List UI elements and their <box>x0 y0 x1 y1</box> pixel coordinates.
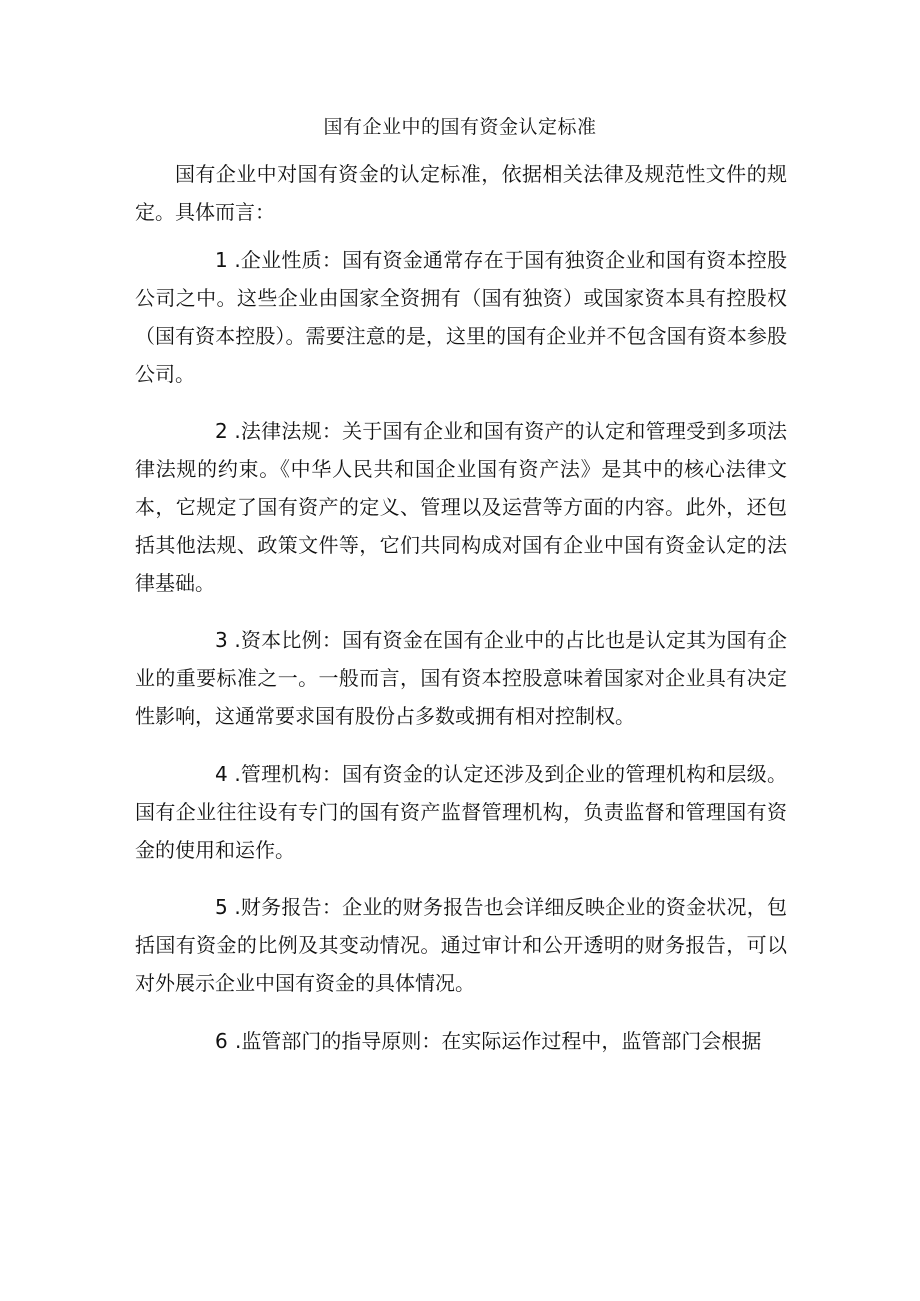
list-item-2 <box>135 412 787 602</box>
document-body <box>135 155 787 1060</box>
list-item-6 <box>135 1022 787 1060</box>
item-number: 5 <box>215 895 228 919</box>
intro-paragraph: 国有企业中对国有资金的认定标准，依据相关法律及规范性文件的规定。具体而言： <box>135 162 787 224</box>
item-text: .企业性质：国有资金通常存在于国有独资企业和国有资本控股公司之中。这些企业由国家全资拥有（国有独资）或国家资本具有控股权（国有资本控股）。需要注意的是，这里的国有企业并不包含国有资本参股公司。 <box>135 248 787 386</box>
item-text: .资本比例：国有资金在国有企业中的占比也是认定其为国有企业的重要标准之一。一般而言，国有资本控股意味着国家对企业具有决定性影响，这通常要求国有股份占多数或拥有相对控制权。 <box>135 628 787 728</box>
list-item-4 <box>135 755 787 869</box>
item-text: .管理机构：国有资金的认定还涉及到企业的管理机构和层级。国有企业往往设有专门的国有资产监督管理机构，负责监督和管理国有资金的使用和运作。 <box>135 762 787 862</box>
item-number: 2 <box>215 419 228 443</box>
list-item-1 <box>135 241 787 393</box>
item-text: .监管部门的指导原则：在实际运作过程中，监管部门会根据 <box>235 1029 762 1053</box>
item-number: 4 <box>215 762 228 786</box>
list-item-3 <box>135 621 787 735</box>
item-text: .财务报告：企业的财务报告也会详细反映企业的资金状况，包括国有资金的比例及其变动情况。通过审计和公开透明的财务报告，可以对外展示企业中国有资金的具体情况。 <box>135 895 787 995</box>
document-title: 国有企业中的国有资金认定标准 <box>323 116 597 138</box>
item-text: .法律法规：关于国有企业和国有资产的认定和管理受到多项法律法规的约束。《中华人民共和国企业国有资产法》是其中的核心法律文本，它规定了国有资产的定义、管理以及运营等方面的内容。此外，还包括其他法规、政策文件等，它们共同构成对国有企业中国有资金认定的法律基础。 <box>135 419 787 595</box>
item-number: 3 <box>215 628 228 652</box>
item-number: 6 <box>215 1029 228 1053</box>
item-number: 1 <box>215 248 228 272</box>
list-item-5 <box>135 888 787 1002</box>
